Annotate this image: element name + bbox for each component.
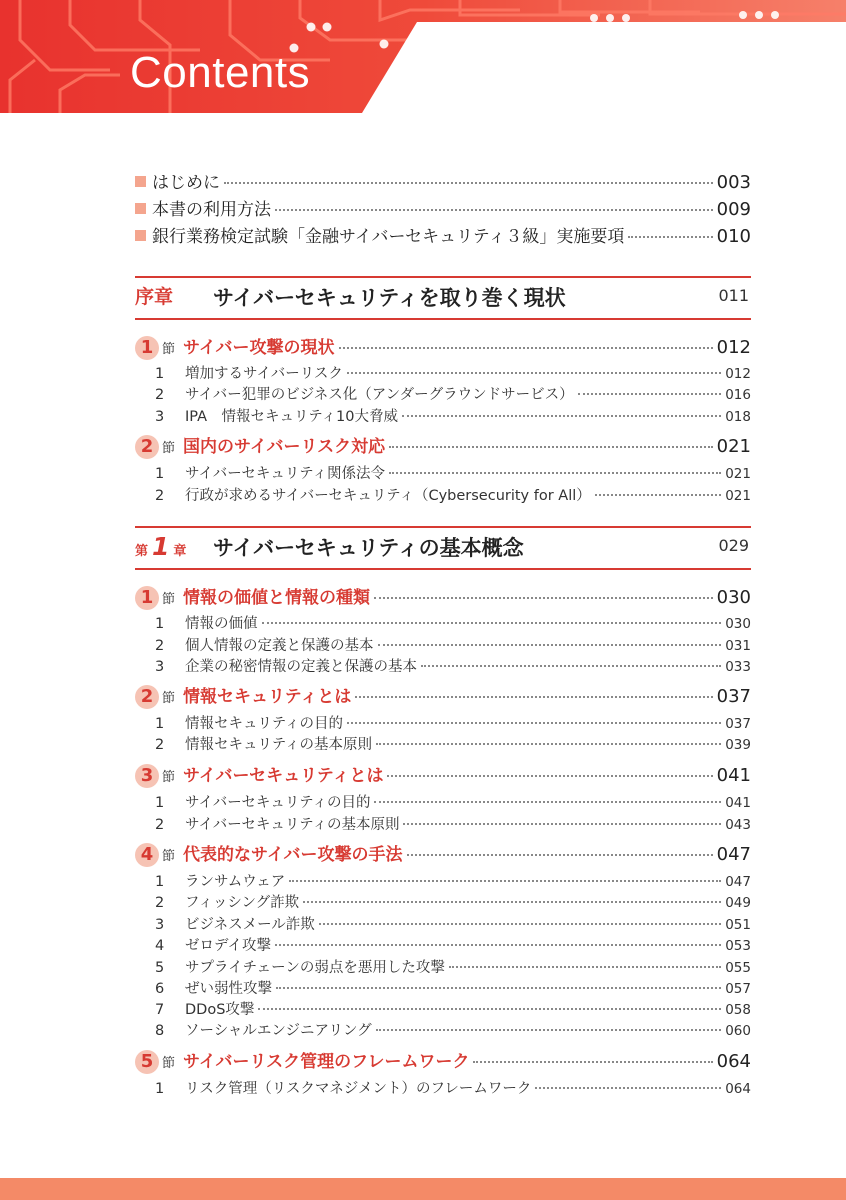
item-page: 049 <box>725 895 751 911</box>
dot-leader <box>535 1087 721 1089</box>
toc-item[interactable] <box>155 1077 751 1098</box>
item-title: 情報セキュリティの目的 <box>185 716 344 732</box>
dot-leader <box>289 880 721 882</box>
dot-leader <box>224 182 713 184</box>
section-page: 012 <box>716 337 751 358</box>
toc-item[interactable] <box>155 712 751 733</box>
item-page: 064 <box>725 1081 751 1097</box>
item-page: 051 <box>725 917 751 933</box>
item-page: 047 <box>725 874 751 890</box>
item-title: ぜい弱性攻撃 <box>185 981 272 997</box>
dot-leader <box>378 644 722 646</box>
section-number-badge: 5 <box>135 1050 159 1074</box>
section-title: 代表的なサイバー攻撃の手法 <box>183 845 403 865</box>
chapter-label: 序章 <box>135 286 174 308</box>
section-number-badge: 1 <box>135 336 159 360</box>
entry-title: はじめに <box>152 173 220 193</box>
chapter-title: サイバーセキュリティの基本概念 <box>213 536 524 560</box>
contents-title: Contents <box>130 48 311 97</box>
item-page: 057 <box>725 981 751 997</box>
item-title: フィッシング詐欺 <box>185 895 300 911</box>
section-title: 情報の価値と情報の種類 <box>183 588 371 608</box>
item-title: IPA 情報セキュリティ10大脅威 <box>185 409 399 425</box>
item-number: 1 <box>155 795 165 811</box>
dot-leader <box>473 1061 712 1063</box>
item-title: リスク管理（リスクマネジメント）のフレームワーク <box>185 1081 532 1097</box>
toc-item[interactable] <box>155 791 751 812</box>
item-title: DDoS攻撃 <box>185 1002 255 1018</box>
dot-leader <box>319 923 721 925</box>
toc-section[interactable] <box>135 682 751 709</box>
section-marker: 節 <box>162 592 176 607</box>
header-banner <box>0 0 846 113</box>
chapter-page: 011 <box>718 286 749 305</box>
toc-item[interactable] <box>155 998 751 1019</box>
dot-leader <box>578 393 722 395</box>
toc-item[interactable] <box>155 383 751 404</box>
item-number: 2 <box>155 817 165 833</box>
section-marker: 節 <box>162 342 176 357</box>
bullet-square-icon <box>135 230 146 241</box>
circuit-pattern-graphic <box>0 0 846 113</box>
chapter-heading[interactable] <box>135 276 751 320</box>
item-title: 増加するサイバーリスク <box>185 366 343 382</box>
item-page: 030 <box>725 616 751 632</box>
item-title: ビジネスメール詐欺 <box>185 917 315 933</box>
item-number: 2 <box>155 488 165 504</box>
footer-bar <box>0 1178 846 1200</box>
toc-item[interactable] <box>155 462 751 483</box>
item-page: 041 <box>725 795 751 811</box>
item-page: 039 <box>725 737 751 753</box>
item-number: 3 <box>155 917 165 933</box>
item-number: 4 <box>155 938 165 954</box>
toc-section[interactable] <box>135 333 751 360</box>
section-marker: 節 <box>162 849 176 864</box>
item-title: 情報の価値 <box>185 616 258 632</box>
dot-leader <box>339 347 713 349</box>
dot-leader <box>595 494 721 496</box>
dot-leader <box>421 665 721 667</box>
entry-page: 003 <box>716 172 751 193</box>
item-title: サプライチェーンの弱点を悪用した攻撃 <box>185 960 445 976</box>
item-title: ゼロデイ攻撃 <box>185 938 271 954</box>
chapter-label <box>135 532 186 561</box>
toc-entry-intro[interactable] <box>135 195 751 220</box>
toc-item[interactable] <box>155 977 751 998</box>
bullet-square-icon <box>135 176 146 187</box>
item-page: 037 <box>725 716 751 732</box>
item-title: サイバーセキュリティ関係法令 <box>185 466 385 482</box>
toc-item[interactable] <box>155 733 751 754</box>
item-title: 個人情報の定義と保護の基本 <box>185 638 374 654</box>
toc-item[interactable] <box>155 362 751 383</box>
section-title: サイバーセキュリティとは <box>183 766 384 786</box>
item-number: 2 <box>155 895 165 911</box>
toc-section[interactable] <box>135 761 751 788</box>
item-title: 情報セキュリティの基本原則 <box>185 737 373 753</box>
item-page: 058 <box>725 1002 751 1018</box>
toc-entry-intro[interactable] <box>135 168 751 193</box>
entry-title: 本書の利用方法 <box>152 200 271 220</box>
dot-leader <box>374 801 721 803</box>
dot-leader <box>262 622 722 624</box>
toc-section[interactable] <box>135 1047 751 1074</box>
item-page: 055 <box>725 960 751 976</box>
chapter-number: 1 <box>152 532 170 561</box>
dot-leader <box>275 944 721 946</box>
toc-item[interactable] <box>155 891 751 912</box>
section-number-badge: 3 <box>135 764 159 788</box>
dot-leader <box>275 209 713 211</box>
chapter-label-prefix: 第 <box>135 544 149 559</box>
item-number: 6 <box>155 981 165 997</box>
bullet-square-icon <box>135 203 146 214</box>
dot-leader <box>376 743 721 745</box>
dot-leader <box>258 1008 721 1010</box>
item-number: 8 <box>155 1023 165 1039</box>
item-page: 018 <box>725 409 751 425</box>
item-page: 053 <box>725 938 751 954</box>
item-title: サイバー犯罪のビジネス化（アンダーグラウンドサービス） <box>185 387 574 403</box>
dot-leader <box>347 722 721 724</box>
dot-leader <box>403 823 721 825</box>
item-number: 1 <box>155 466 165 482</box>
section-page: 041 <box>716 765 751 786</box>
toc-item[interactable] <box>155 956 751 977</box>
chapter-label-suffix: 章 <box>173 544 187 559</box>
entry-page: 009 <box>716 199 751 220</box>
section-marker: 節 <box>162 441 176 456</box>
toc-item[interactable] <box>155 870 751 891</box>
section-marker: 節 <box>162 691 176 706</box>
item-number: 2 <box>155 638 165 654</box>
toc-item[interactable] <box>155 813 751 834</box>
item-number: 1 <box>155 366 165 382</box>
item-title: 企業の秘密情報の定義と保護の基本 <box>185 659 417 675</box>
section-number-badge: 1 <box>135 586 159 610</box>
dot-leader <box>303 901 721 903</box>
item-number: 1 <box>155 716 165 732</box>
item-page: 043 <box>725 817 751 833</box>
dot-leader <box>347 372 721 374</box>
chapter-heading[interactable] <box>135 526 751 570</box>
dot-leader <box>389 472 721 474</box>
item-number: 2 <box>155 387 165 403</box>
dot-leader <box>387 775 712 777</box>
item-page: 033 <box>725 659 751 675</box>
section-number-badge: 2 <box>135 435 159 459</box>
section-number-badge: 4 <box>135 843 159 867</box>
item-page: 060 <box>725 1023 751 1039</box>
item-number: 5 <box>155 960 165 976</box>
section-page: 021 <box>716 436 751 457</box>
item-page: 021 <box>725 466 751 482</box>
toc-item[interactable] <box>155 913 751 934</box>
item-title: サイバーセキュリティの目的 <box>185 795 371 811</box>
item-title: 行政が求めるサイバーセキュリティ（Cybersecurity for All） <box>185 488 591 504</box>
toc-item[interactable] <box>155 934 751 955</box>
entry-title: 銀行業務検定試験「金融サイバーセキュリティ３級」実施要項 <box>152 227 625 247</box>
item-page: 031 <box>725 638 751 654</box>
dot-leader <box>449 966 721 968</box>
chapter-page: 029 <box>718 536 749 555</box>
dot-leader <box>402 415 721 417</box>
section-marker: 節 <box>162 770 176 785</box>
toc-entry-intro[interactable] <box>135 222 751 247</box>
toc-item[interactable] <box>155 484 751 505</box>
toc-item[interactable] <box>155 634 751 655</box>
dot-leader <box>628 236 712 238</box>
section-page: 064 <box>716 1051 751 1072</box>
item-title: ランサムウェア <box>185 874 286 890</box>
item-number: 1 <box>155 616 165 632</box>
section-title: 情報セキュリティとは <box>183 687 352 707</box>
toc-item[interactable] <box>155 612 751 633</box>
dot-leader <box>389 446 712 448</box>
toc-section[interactable] <box>135 583 751 610</box>
toc-item[interactable] <box>155 405 751 426</box>
item-number: 3 <box>155 659 165 675</box>
item-page: 012 <box>725 366 751 382</box>
chapter-title: サイバーセキュリティを取り巻く現状 <box>213 286 566 310</box>
item-number: 1 <box>155 874 165 890</box>
entry-page: 010 <box>716 226 751 247</box>
dot-leader <box>355 696 712 698</box>
dot-leader <box>376 1029 722 1031</box>
item-number: 1 <box>155 1081 165 1097</box>
section-title: サイバー攻撃の現状 <box>183 338 335 358</box>
section-title: 国内のサイバーリスク対応 <box>183 437 386 457</box>
dot-leader <box>407 854 713 856</box>
dot-leader <box>374 597 713 599</box>
item-title: サイバーセキュリティの基本原則 <box>185 817 400 833</box>
toc-section[interactable] <box>135 840 751 867</box>
item-number: 3 <box>155 409 165 425</box>
toc-section[interactable] <box>135 432 751 459</box>
item-number: 7 <box>155 1002 165 1018</box>
toc-item[interactable] <box>155 655 751 676</box>
item-page: 021 <box>725 488 751 504</box>
section-page: 047 <box>716 844 751 865</box>
section-page: 037 <box>716 686 751 707</box>
section-marker: 節 <box>162 1056 176 1071</box>
section-page: 030 <box>716 587 751 608</box>
section-title: サイバーリスク管理のフレームワーク <box>183 1052 470 1072</box>
toc-item[interactable] <box>155 1019 751 1040</box>
item-title: ソーシャルエンジニアリング <box>185 1023 372 1039</box>
dot-leader <box>276 987 721 989</box>
section-number-badge: 2 <box>135 685 159 709</box>
item-number: 2 <box>155 737 165 753</box>
item-page: 016 <box>725 387 751 403</box>
